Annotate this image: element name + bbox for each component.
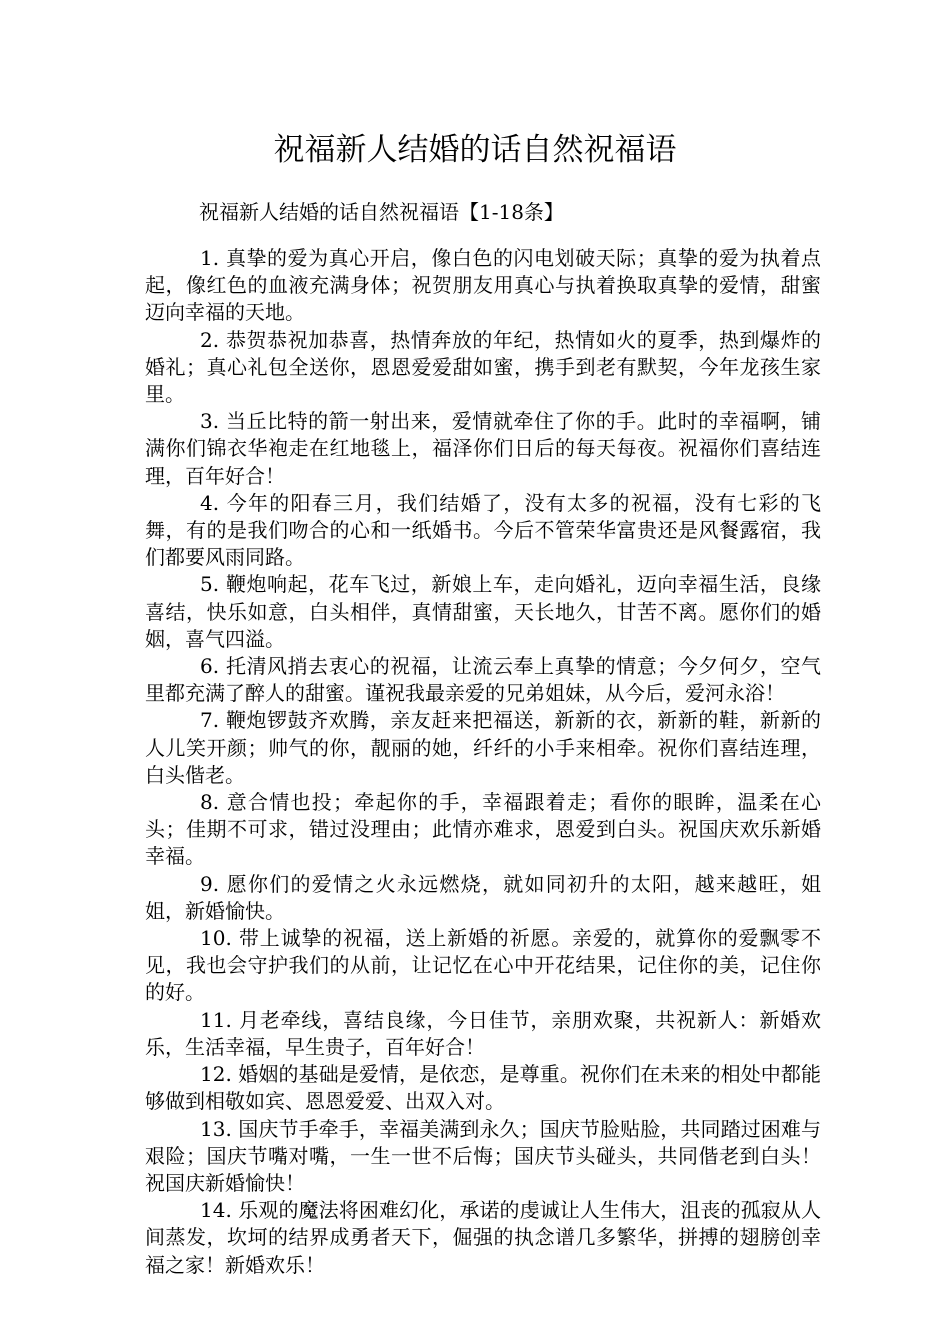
paragraph-1: 1. 真挚的爱为真心开启，像白色的闪电划破天际；真挚的爱为执着点起，像红色的血液充满身体；祝贺朋友用真心与执着换取真挚的爱情，甜蜜迈向幸福的天地。 xyxy=(145,246,821,325)
paragraph-13: 13. 国庆节手牵手，幸福美满到永久；国庆节脸贴脸，共同踏过困难与艰险；国庆节嘴对嘴，一生一世不后悔；国庆节头碰头，共同偕老到白头！祝国庆新婚愉快！ xyxy=(145,1116,821,1195)
paragraph-2: 2. 恭贺恭祝加恭喜，热情奔放的年纪，热情如火的夏季，热到爆炸的婚礼；真心礼包全送你，恩恩爱爱甜如蜜，携手到老有默契，今年龙孩生家里。 xyxy=(145,327,821,407)
document-body xyxy=(145,245,821,1279)
paragraph-3: 3. 当丘比特的箭一射出来，爱情就牵住了你的手。此时的幸福啊，铺满你们锦衣华袍走在红地毯上，福泽你们日后的每天每夜。祝福你们喜结连理，百年好合！ xyxy=(145,409,821,488)
paragraph-7: 7. 鞭炮锣鼓齐欢腾，亲友赶来把福送，新新的衣，新新的鞋，新新的人儿笑开颜；帅气的你，靓丽的她，纤纤的小手来相牵。祝你们喜结连理，白头偕老。 xyxy=(145,708,821,787)
paragraph-6: 6. 托清风捎去衷心的祝福，让流云奉上真挚的情意；今夕何夕，空气里都充满了醉人的甜蜜。谨祝我最亲爱的兄弟姐妹，从今后，爱河永浴！ xyxy=(145,654,821,706)
paragraph-14: 14. 乐观的魔法将困难幻化，承诺的虔诚让人生伟大，沮丧的孤寂从人间蒸发，坎坷的结界成勇者天下，倔强的执念谱几多繁华，拼搏的翅膀创幸福之家！新婚欢乐！ xyxy=(145,1198,821,1277)
paragraph-9: 9. 愿你们的爱情之火永远燃烧，就如同初升的太阳，越来越旺，姐姐，新婚愉快。 xyxy=(145,871,821,923)
document-title: 祝福新人结婚的话自然祝福语 xyxy=(273,132,677,168)
paragraph-11: 11. 月老牵线，喜结良缘，今日佳节，亲朋欢聚，共祝新人：新婚欢乐，生活幸福，早生贵子，百年好合！ xyxy=(145,1007,821,1059)
paragraph-12: 12. 婚姻的基础是爱情，是依恋，是尊重。祝你们在未来的相处中都能够做到相敬如宾、恩恩爱爱、出双入对。 xyxy=(145,1062,821,1114)
paragraph-5: 5. 鞭炮响起，花车飞过，新娘上车，走向婚礼，迈向幸福生活，良缘喜结，快乐如意，白头相伴，真情甜蜜，天长地久，甘苦不离。愿你们的婚姻，喜气四溢。 xyxy=(145,572,821,651)
paragraph-10: 10. 带上诚挚的祝福，送上新婚的祈愿。亲爱的，就算你的爱飘零不见，我也会守护我们的从前，让记忆在心中开花结果，记住你的美，记住你的好。 xyxy=(145,926,821,1005)
paragraph-4: 4. 今年的阳春三月，我们结婚了，没有太多的祝福，没有七彩的飞舞，有的是我们吻合的心和一纸婚书。今后不管荣华富贵还是风餐露宿，我们都要风雨同路。 xyxy=(145,490,821,570)
document-subtitle: 祝福新人结婚的话自然祝福语【1-18条】 xyxy=(199,200,564,224)
paragraph-8: 8. 意合情也投；牵起你的手，幸福跟着走；看你的眼眸，温柔在心头；佳期不可求，错过没理由；此情亦难求，恩爱到白头。祝国庆欢乐新婚幸福。 xyxy=(145,790,821,869)
